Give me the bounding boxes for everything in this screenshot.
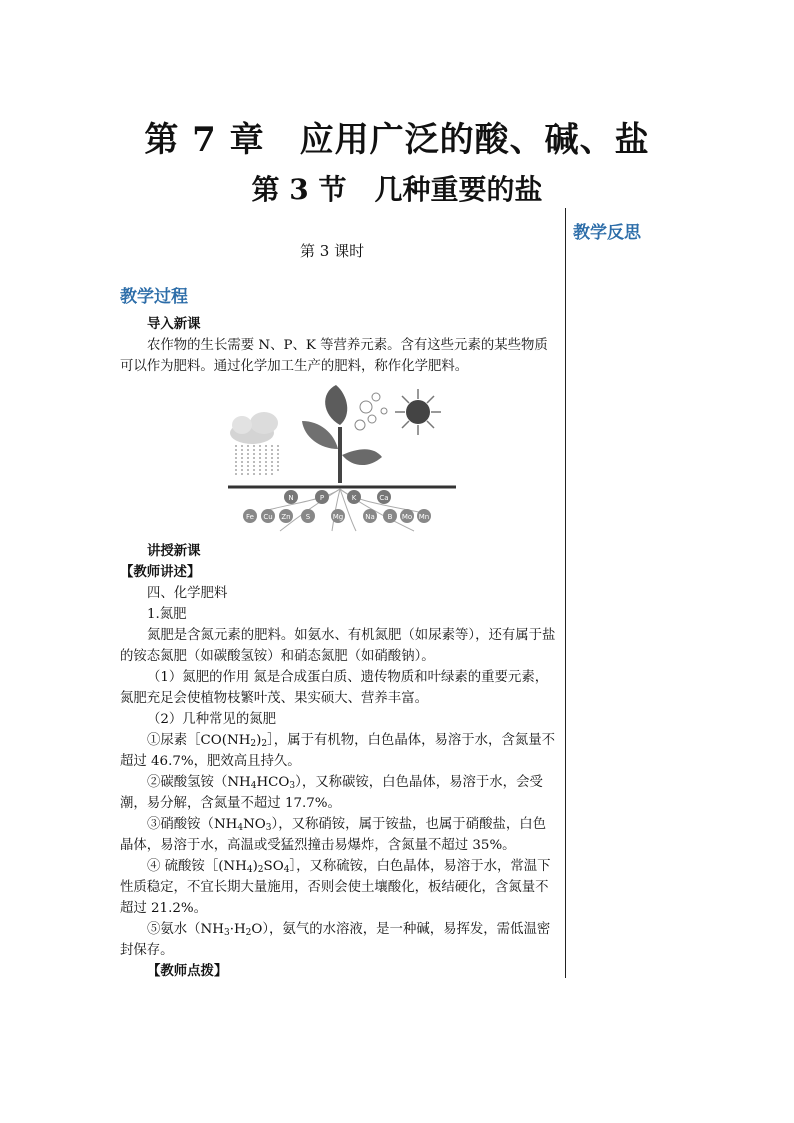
item-urea: ①尿素$[CO(NH_2)_2]$，属于有机物，白色晶体，易溶于水，含氮量不超过 46.7%，肥效高且持久。 — [120, 733, 556, 769]
rain-icon — [236, 445, 278, 477]
intro-heading: 导入新课 — [147, 316, 201, 332]
nitrogen-fertilizer-title: 1.氮肥 — [147, 607, 187, 622]
nutrient-label: P — [319, 494, 325, 502]
nutrient-label: S — [305, 513, 311, 521]
nitrogen-definition: 氮肥是含氮元素的肥料。如氨水、有机氮肥（如尿素等），还有属于盐的铵态氮肥（如碳酸氢铵）和硝态氮肥（如硝酸钠）。 — [120, 628, 556, 664]
chapter-title: 第 7 章 应用广泛的酸、碱、盐 — [144, 120, 650, 160]
sun-icon — [395, 389, 441, 435]
teaching-reflection-heading: 教学反思 — [573, 223, 641, 243]
intro-text: 农作物的生长需要 N、P、K 等营养元素。含有这些元素的某些物质可以作为肥料。通过化学加工生产的肥料，称作化学肥料。 — [120, 338, 548, 374]
nutrient-label: Mn — [418, 513, 430, 521]
nutrient-label: K — [351, 494, 357, 502]
item-ammonium-sulfate: ④ 硫酸铵$[(NH_4)_2SO_4]$，又称硫铵，白色晶体，易溶于水，常温下性质稳定，不宜长期大量施用，否则会使土壤酸化，板结硬化，含氮量不超过 21.2%。 — [120, 859, 551, 916]
nitrogen-types-heading: （2）几种常见的氮肥 — [147, 712, 277, 727]
nutrient-label: Zn — [281, 513, 291, 521]
lesson-period: 第 3 课时 — [300, 242, 365, 260]
nutrient-label: Ca — [379, 494, 389, 502]
nutrient-label: Fe — [246, 513, 254, 521]
item-ammonia-water: ⑤氨水$(NH_3\cdot H_2O)$，氨气的水溶液，是一种碱，易挥发，需低温密封保存。 — [120, 922, 551, 958]
plant-icon — [302, 385, 382, 483]
part-four-title: 四、化学肥料 — [147, 586, 228, 601]
item-ammonium-bicarbonate: ②碳酸氢铵$(NH_4HCO_3)$，又称碳铵，白色晶体，易溶于水，会受潮，易分解，含氮量不超过 17.7%。 — [120, 775, 543, 811]
cloud-icon — [230, 412, 278, 444]
nutrient-label: Mo — [401, 513, 413, 521]
item-ammonium-nitrate: ③硝酸铵$(NH_4NO_3)$，又称硝铵，属于铵盐，也属于硝酸盐，白色晶体，易溶于水，高温或受猛烈撞击易爆炸，含氮量不超过 35%。 — [120, 817, 547, 853]
plant-nutrient-illustration — [224, 385, 460, 535]
teaching-process-heading: 教学过程 — [120, 287, 188, 307]
nutrient-label: Na — [365, 513, 375, 521]
nutrient-label: Mg — [332, 513, 344, 521]
teacher-tip-tag: 【教师点拨】 — [147, 963, 228, 979]
nutrient-label: Cu — [263, 513, 273, 521]
bubbles-icon — [355, 393, 387, 430]
column-divider — [565, 208, 566, 978]
nitrogen-role: （1）氮肥的作用 氮是合成蛋白质、遗传物质和叶绿素的重要元素，氮肥充足会使植物枝繁叶茂、果实硕大、营养丰富。 — [120, 670, 549, 706]
lesson-body — [120, 314, 556, 982]
nutrient-label: B — [387, 513, 393, 521]
lesson-heading: 讲授新课 — [147, 543, 201, 559]
section-title: 第 3 节 几种重要的盐 — [251, 173, 543, 206]
teacher-explain-tag: 【教师讲述】 — [120, 564, 201, 580]
nutrient-label: N — [288, 494, 294, 502]
